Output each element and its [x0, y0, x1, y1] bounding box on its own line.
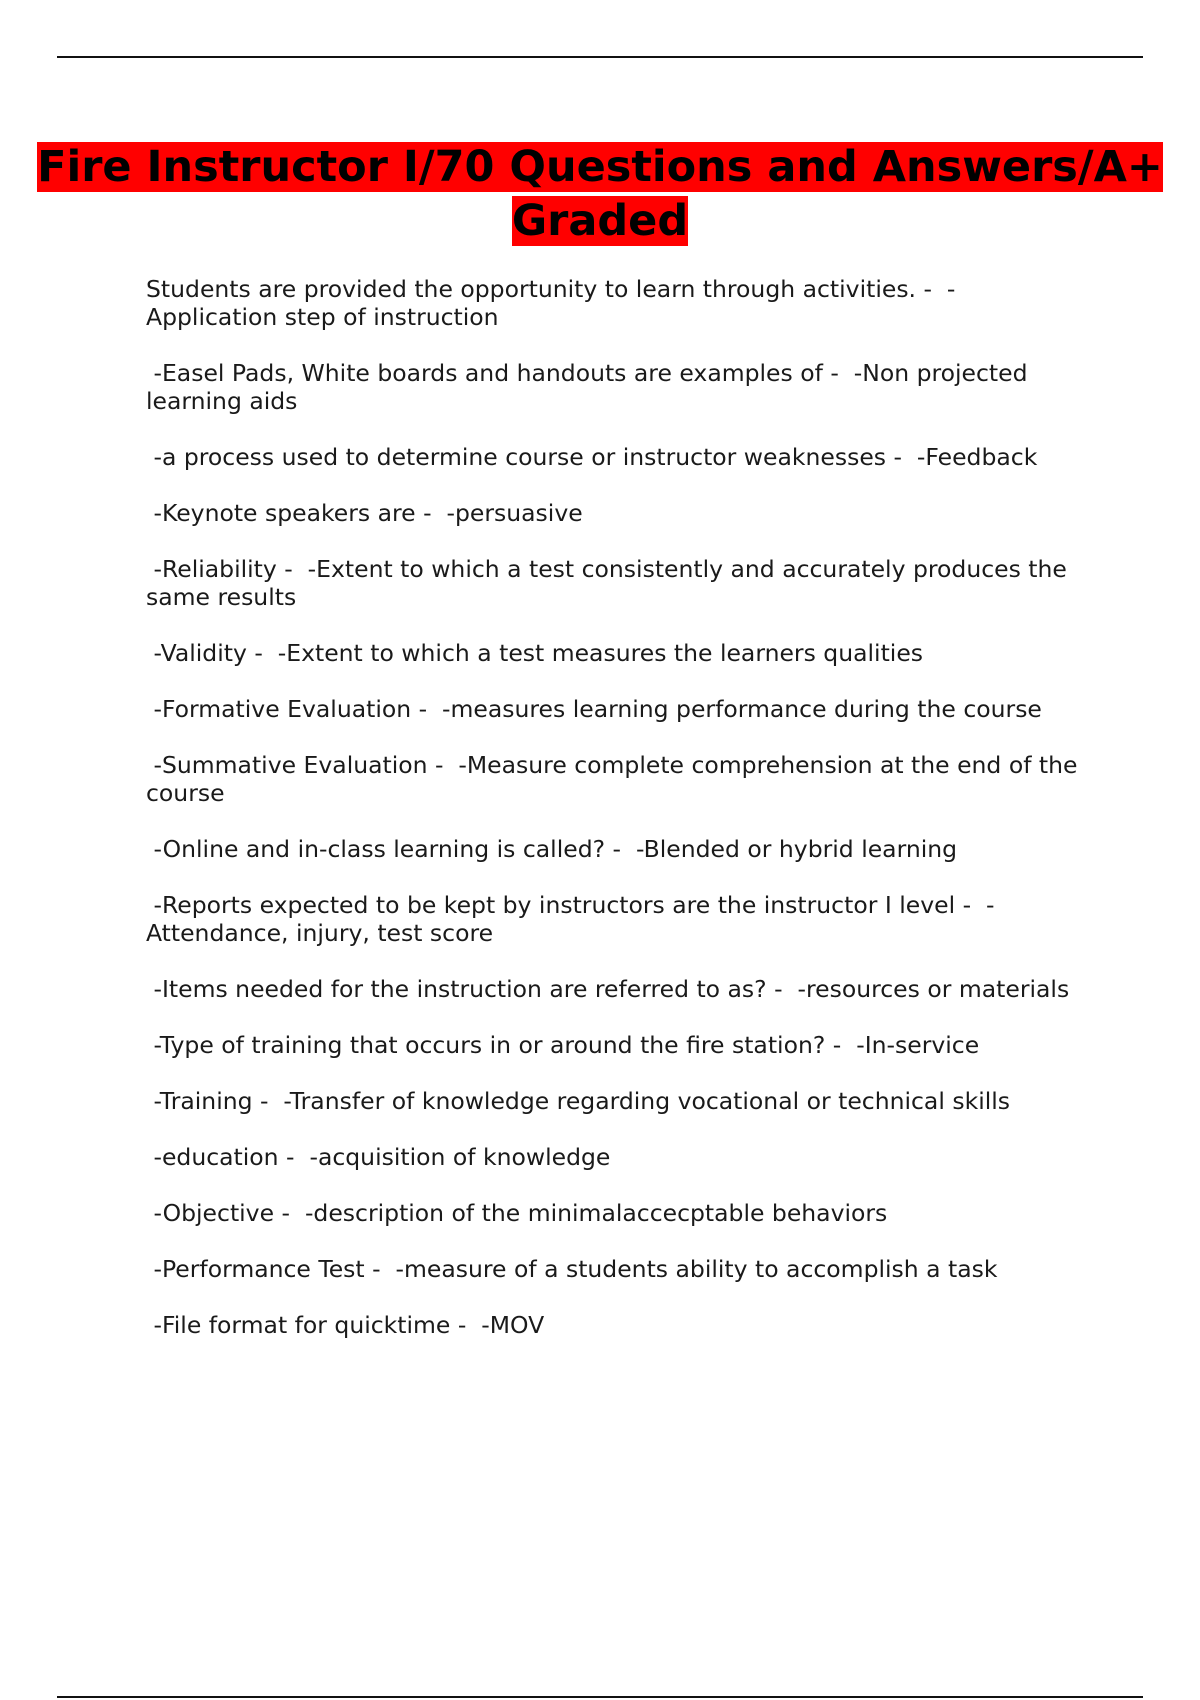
qa-item: -Keynote speakers are - -persuasive [146, 499, 583, 527]
qa-item: -Online and in-class learning is called? - -Blended or hybrid learning [146, 835, 958, 863]
qa-item: -Items needed for the instruction are referred to as? - -resources or materials [146, 975, 1070, 1003]
title-block [0, 140, 1200, 248]
qa-item: -Formative Evaluation - -measures learning performance during the course [146, 695, 1042, 723]
qa-item: -Reliability - -Extent to which a test consistently and accurately produces the same results [146, 555, 1075, 611]
qa-item: -Validity - -Extent to which a test measures the learners qualities [146, 639, 924, 667]
qa-item: Students are provided the opportunity to learn through activities. - - Application step of instruction [146, 275, 963, 331]
top-rule [57, 56, 1143, 58]
qa-item: -Objective - -description of the minimalaccecptable behaviors [146, 1199, 888, 1227]
qa-item: -Performance Test - -measure of a students ability to accomplish a task [146, 1255, 998, 1283]
qa-item: -Type of training that occurs in or around the fire station? - -In-service [146, 1031, 980, 1059]
qa-item: -Reports expected to be kept by instructors are the instructor I level - - Attendance, injury, test score [146, 891, 1002, 947]
qa-item: -a process used to determine course or instructor weaknesses - -Feedback [146, 443, 1038, 471]
qa-item: -Easel Pads, White boards and handouts are examples of - -Non projected learning aids [146, 359, 1035, 415]
qa-item: -Summative Evaluation - -Measure complete comprehension at the end of the course [146, 751, 1085, 807]
qa-list [146, 275, 1085, 1367]
qa-item: -Training - -Transfer of knowledge regarding vocational or technical skills [146, 1087, 1011, 1115]
qa-item: -education - -acquisition of knowledge [146, 1143, 611, 1171]
document-title: Fire Instructor I/70 Questions and Answers/A+ Graded [37, 142, 1163, 246]
qa-item: -File format for quicktime - -MOV [146, 1311, 545, 1339]
bottom-rule [57, 1696, 1143, 1698]
